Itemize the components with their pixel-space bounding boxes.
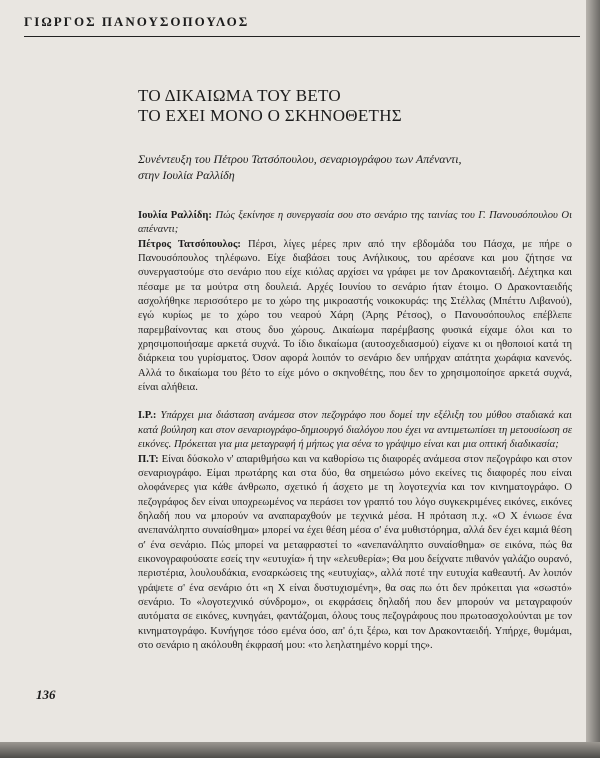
question-2 [138,409,572,452]
article-title [138,86,572,126]
question-1 [138,209,572,238]
intro-line-1: Συνέντευξη του Πέτρου Τατσόπουλου, σεναριογράφου των Απέναντι, [138,152,462,166]
answer-text: Πέρσι, λίγες μέρες πριν από την εβδομάδα του Πάσχα, με πήρε ο Πανουσόπουλος τηλέφωνο. Είχε διαβάσει τους Ανήλικους, του αρέσανε και μου ζήτησε να συνεργαστούμε στο σενάριο που είχε κιόλας αρχίσει να γράφει με τον Δρακονταειδή. Δέχτηκα και πέσαμε με τα μούτρα στη δουλειά. Αρχές Ιουνίου το σενάριο ήταν έτοιμο. Ο Δρακονταειδής ασχολήθηκε περισσότερο με το χώρο της μικροαστής νοικοκυράς: της Στέλλας (Μπέττυ Λιβανού), εγώ κυρίως με το χώρο του νεαρού Χάρη (Άρης Ρέτσος), ο Πανουσόπουλος επέβλεπε παρεμβαίνοντας και στους δυο χώρους. Δικαίωμα παρέμβασης φυσικά είχαμε όλοι και το χρησιμοποιήσαμε αρκετά συχνά. Το ίδιο δικαίωμα (αυτοσχεδιασμού) είχανε κι οι ηθοποιοί κατά τη διάρκεια του γυρίσματος. Όσον αφορά λοιπόν το σενάριο δεν υπήρχαν απάτητα χωράφια κανενός. Αλλά το δικαίωμα του βέτο το είχε μόνο ο σκηνοθέτης, που δεν το χρησιμοποίησε αρκετά συχνά, είναι αλήθεια. [138,238,572,394]
speaker-name: Ι.Ρ.: [138,410,157,422]
question-text: Πώς ξεκίνησε η συνεργασία σου στο σενάριο της ταινίας του Γ. Πανουσόπουλου Οι απέναντι; [138,210,573,236]
answer-1 [138,238,572,396]
intro-line-2: στην Ιουλία Ραλλίδη [138,168,235,182]
article [138,86,572,653]
question-text: Υπάρχει μια διάσταση ανάμεσα στον πεζογράφο που δομεί την εξέλιξη του μύθου σταδιακά και κατά βούληση και στον σεναριογράφο-δημιουργό διαλόγου που έχει να αντιμετωπίσει τη μετουσίωση σε εικόνες. Πρόκειται για μια μεταγραφή ή μήπως για σένα το γράψιμο είναι και μια οπτική διαδικασία; [138,410,572,451]
answer-2 [138,453,572,654]
page-number: 136 [36,687,56,702]
answer-text: Είναι δύσκολο ν' απαριθμήσω και να καθορίσω τις διαφορές ανάμεσα στον πεζογράφο και στον σεναριογράφο. Είμαι πρωτάρης και στα δύο, θα σημειώσω μόνο εκείνες τις διαφορές που είναι ολοφάνερες για κάθε άνθρωπο, σχετικό ή άσχετο με τη λογοτεχνία και τον κινηματογράφο. Ο πεζογράφος δεν είναι υποχρεωμένος να περάσει τον γραπτό του λόγο συγκεκριμένες εικόνες, εικόνες δηλαδή που να μπορούν να αναπαραχθούν με τεχνικά μέσα. Η πρόταση π.χ. «Ο Χ ένιωσε ένα ανεπανάληπτο συναίσθημα» μπορεί να έχει θέση μέσα σ' ένα μυθιστόρημα, αλλά δεν έχει καμιά θέση σ' ένα σενάριο. Πώς μπορεί να μεταφραστεί το «ανεπανάληπτο συναίσθημα» σε εικόνα, πώς θα εικονογραφούσατε εσείς την «ευτυχία» ή την «ελευθερία»; Θα μου δείχνατε πιθανόν γαλάζιο ουρανό, περιστέρια, λουλουδάκια, ενσαρκώσεις της «ευτυχίας», αλλά ποτέ την ευτυχία καθεαυτή. Αν λοιπόν γράψετε σ' ένα σενάριο ότι «η Χ είναι δυστυχισμένη», θα σας πω ότι δεν πρόκειται για «σωστό» σενάριο. Το «λογοτεχνικό σύνδρομο», οι εκφράσεις δηλαδή που δεν μπορούν να μεταγραφούν αυτόματα σε εικόνες, κυνηγάει, φαντάζομαι, όλους τους πεζογράφους που πρωτοασχολούνται με τον κινηματογράφο. Κυνήγησε τόσο εμένα όσο, απ' ό,τι ξέρω, και τον Δρακονταειδή. Υπήρχε, θυμάμαι, στο σενάριο η ακόλουθη έκφρασή μου: «το λεηλατημένο κορμί της». [138,453,572,651]
article-intro [138,151,572,183]
header-rule [24,36,580,37]
interview-body [138,209,572,653]
speaker-name: Ιουλία Ραλλίδη: [138,210,212,221]
book-edge-bottom [0,742,600,758]
book-edge-right [586,0,600,758]
speaker-name: Πέτρος Τατσόπουλος: [138,238,241,250]
speaker-name: Π.Τ: [138,453,159,465]
title-line-2: ΤΟ ΕΧΕΙ ΜΟΝΟ Ο ΣΚΗΝΟΘΕΤΗΣ [138,106,403,125]
running-head: ΓΙΩΡΓΟΣ ΠΑΝΟΥΣΟΠΟΥΛΟΣ [24,14,250,29]
title-line-1: ΤΟ ΔΙΚΑΙΩΜΑ ΤΟΥ ΒΕΤΟ [138,86,341,105]
